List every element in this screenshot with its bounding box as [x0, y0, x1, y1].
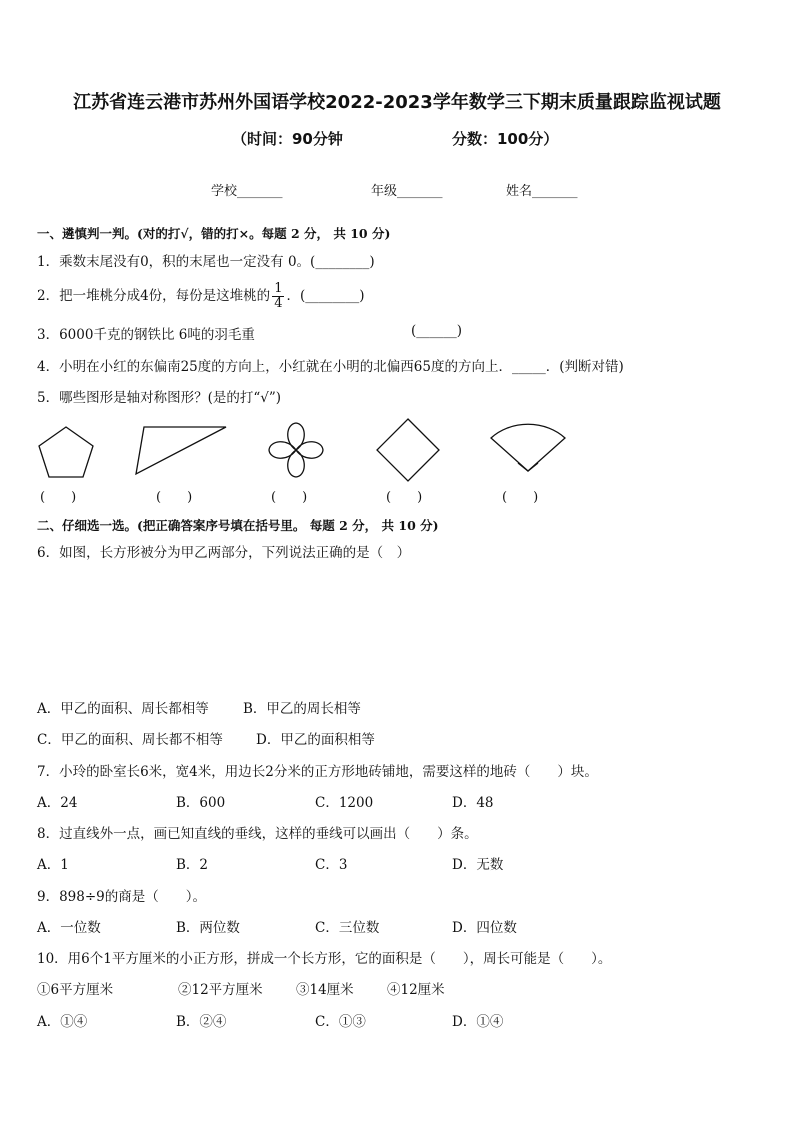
fan-shape: [486, 416, 570, 474]
question-2-text: 2．把一堆桃分成4份，每份是这堆桃的: [37, 288, 271, 304]
question-7: 7．小玲的卧室长6米，宽4米，用边长2分米的正方形地砖铺地，需要这样的地砖（ ）块。: [37, 764, 598, 780]
q10-option-d: D．①④: [452, 1014, 504, 1030]
q6-option-b: B．甲乙的周长相等: [243, 701, 361, 717]
question-5: 5．哪些图形是轴对称图形？(是的打“√”): [37, 390, 282, 406]
pentagon-shape: [36, 424, 96, 480]
answer-paren-3: ( ): [271, 490, 308, 505]
q6-option-a: A．甲乙的面积、周长都相等: [37, 701, 209, 717]
q9-option-c: C．三位数: [315, 920, 380, 936]
rhombus-square-shape: [374, 416, 442, 484]
q10-choice-1: ①6平方厘米: [37, 982, 114, 998]
question-2: [37, 282, 365, 311]
exam-time: （时间：90分钟: [232, 130, 343, 148]
q7-option-c: C．1200: [315, 795, 374, 811]
q9-option-d: D．四位数: [452, 920, 517, 936]
q8-option-b: B．2: [176, 857, 209, 873]
q9-option-a: A．一位数: [37, 920, 101, 936]
grade-field: 年级_______: [371, 184, 443, 199]
exam-score: 分数：100分）: [452, 130, 559, 148]
question-8: 8．过直线外一点，画已知直线的垂线，这样的垂线可以画出（ ）条。: [37, 826, 478, 842]
q6-option-d: D．甲乙的面积相等: [256, 732, 375, 748]
q10-choice-4: ④12厘米: [387, 982, 445, 998]
q7-option-d: D．48: [452, 795, 494, 811]
q10-option-c: C．①③: [315, 1014, 366, 1030]
question-10: 10．用6个1平方厘米的小正方形，拼成一个长方形，它的面积是（ ），周长可能是（ ）。: [37, 951, 612, 967]
q10-choice-2: ②12平方厘米: [178, 982, 263, 998]
right-triangle-shape: [132, 424, 230, 478]
q8-option-a: A．1: [37, 857, 69, 873]
page-title: 江苏省连云港市苏州外国语学校2022-2023学年数学三下期末质量跟踪监视试题: [73, 92, 721, 113]
question-1: 1．乘数末尾没有0，积的末尾也一定没有 0。(________): [37, 254, 375, 270]
school-field: 学校_______: [211, 184, 283, 199]
question-3: 3．6000千克的钢铁比 6吨的羽毛重: [37, 327, 255, 343]
answer-paren-2: ( ): [156, 490, 193, 505]
question-6: 6．如图，长方形被分为甲乙两部分，下列说法正确的是（ ）: [37, 545, 411, 561]
fraction-numerator: 1: [274, 281, 283, 296]
question-2-blank: ．(________): [286, 288, 365, 304]
q7-option-b: B．600: [176, 795, 226, 811]
fraction-one-quarter: [272, 282, 284, 311]
q8-option-d: D．无数: [452, 857, 504, 873]
q6-option-c: C．甲乙的面积、周长都不相等: [37, 732, 223, 748]
question-4: 4．小明在小红的东偏南25度的方向上，小红就在小明的北偏西65度的方向上．_____．(判断对错): [37, 359, 624, 375]
q7-option-a: A．24: [37, 795, 78, 811]
name-field: 姓名_______: [506, 184, 578, 199]
q10-option-a: A．①④: [37, 1014, 88, 1030]
fraction-denominator: 4: [274, 296, 283, 311]
question-9: 9．898÷9的商是（ ）。: [37, 889, 207, 905]
answer-paren-1: ( ): [40, 490, 77, 505]
section2-heading: 二、仔细选一选。(把正确答案序号填在括号里。 每题 2 分， 共 10 分): [37, 518, 439, 533]
question-3-blank: (______): [411, 323, 463, 339]
q8-option-c: C．3: [315, 857, 348, 873]
q10-choice-3: ③14厘米: [296, 982, 354, 998]
q10-option-b: B．②④: [176, 1014, 227, 1030]
section1-heading: 一、遴慎判一判。(对的打√，错的打×。每题 2 分， 共 10 分): [37, 226, 391, 241]
q9-option-b: B．两位数: [176, 920, 240, 936]
answer-paren-4: ( ): [386, 490, 423, 505]
four-leaf-flower-shape: [264, 420, 328, 480]
answer-paren-5: ( ): [502, 490, 539, 505]
